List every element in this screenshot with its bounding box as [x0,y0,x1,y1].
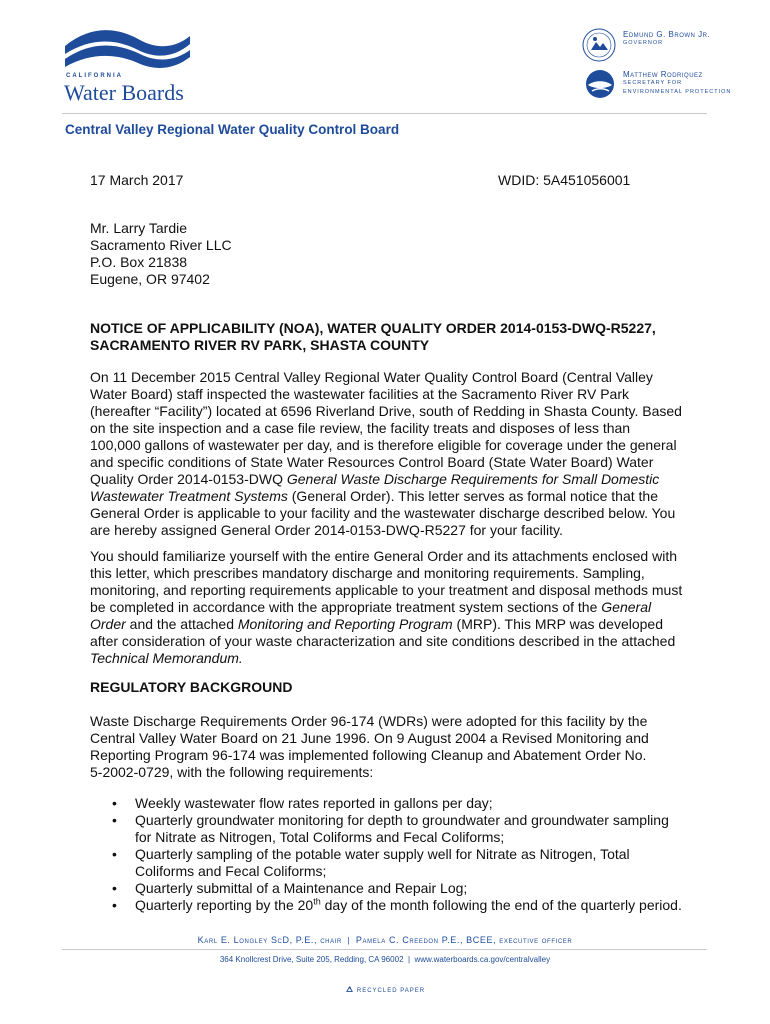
text-line [90,616,685,633]
list-item [90,897,690,914]
executive-officer-name: Pamela C. Creedon P.E., BCEE, executive officer [355,935,573,945]
text-line: Reporting Program 96-174 was implemented following Cleanup and Abatement Order No. [90,747,647,763]
letter-date: 17 March 2017 [90,172,184,188]
footer-separator: | [347,936,351,945]
bullet-glyph: • [112,846,117,862]
text-run: (General Order). This letter serves as formal notice that the [287,488,658,504]
italic-run: Order [90,616,126,632]
text-line: 5-2002-0729, with the following requirements: [90,764,374,780]
text-run: (MRP). This MRP was developed [452,616,664,632]
text-line: Weekly wastewater flow rates reported in gallons per day; [135,795,493,811]
text-line: are hereby assigned General Order 2014-0153-DWQ-R5227 for your facility. [90,522,563,538]
water-boards-logo [60,26,200,106]
text-line: 100,000 gallons of wastewater per day, and is therefore eligible for coverage under the general [90,437,677,453]
calepa-icon [584,68,616,100]
text-line: Quarterly sampling of the potable water supply well for Nitrate as Nitrogen, Total [135,846,630,862]
text-line: Waste Discharge Requirements Order 96-174 (WDRs) were adopted for this facility by the [90,713,648,729]
footer-address: 364 Knollcrest Drive, Suite 205, Redding, CA 96002 | www.waterboards.ca.gov/centralvalley [219,955,551,964]
text-run: Quality Order 2014-0153-DWQ [90,471,287,487]
secretary-title-2: ENVIRONMENTAL PROTECTION [623,89,732,95]
text-line: Quarterly submittal of a Maintenance and Repair Log; [135,880,468,896]
address-line: Eugene, OR 97402 [90,271,210,287]
text-line: Technical Memorandum. [90,650,243,666]
requirements-list [90,795,690,914]
text-line: General Order is applicable to your facility and the wastewater discharge described below. You [90,505,676,521]
text-line: this letter, which prescribes mandatory discharge and monitoring requirements. Sampling, [90,565,645,581]
recycled-label: RECYCLED PAPER [356,988,426,995]
notice-subject [90,320,690,354]
bullet-glyph: • [112,880,117,896]
text-line: for Nitrate as Nitrogen, Total Coliforms and Fecal Coliforms; [135,829,505,845]
text-line [135,897,690,914]
text-line: Quarterly groundwater monitoring for depth to groundwater and groundwater sampling [135,812,669,828]
text-line: Coliforms and Fecal Coliforms; [135,863,327,879]
board-title: Central Valley Regional Water Quality Control Board [65,122,400,137]
text-line: You should familiarize yourself with the entire General Order and its attachments enclosed with [90,548,678,564]
bullet-glyph: • [112,897,117,913]
wdid-number: WDID: 5A451056001 [498,172,631,188]
secretary-block [623,70,731,97]
california-seal-icon [582,28,616,62]
notice-line: SACRAMENTO RIVER RV PARK, SHASTA COUNTY [90,337,430,353]
list-item [90,795,690,812]
recipient-address [90,220,232,288]
governor-block [623,30,710,48]
text-line: monitoring, and reporting requirements applicable to your treatment and disposal methods must [90,582,683,598]
text-line: On 11 December 2015 Central Valley Regional Water Quality Control Board (Central Valley [90,369,653,385]
text-line [90,471,685,488]
notice-line: NOTICE OF APPLICABILITY (NOA), WATER QUALITY ORDER 2014-0153-DWQ-R5227, [90,320,656,336]
order-title-italic: General Waste Discharge Requirements for Small Domestic [286,471,660,487]
text-run: and the attached [125,616,238,632]
text-line [90,488,685,505]
secretary-name: Matthew Rodriquez [623,70,703,79]
secretary-title-1: SECRETARY FOR [623,80,683,86]
bullet-glyph: • [112,812,117,828]
paragraph-2 [90,548,685,667]
italic-run: Monitoring and Reporting Program [237,616,453,632]
address-line: Sacramento River LLC [90,237,232,253]
paragraph-1 [90,369,685,539]
list-item [90,880,690,897]
text-line: and specific conditions of State Water Resources Control Board (State Water Board) Water [90,454,654,470]
text-line: on the site inspection and a case file review, the facility treats and disposes of less than [90,420,631,436]
recycled-paper-mark [0,986,770,995]
order-title-italic: Wastewater Treatment Systems [90,488,288,504]
paragraph-3 [90,713,685,781]
text-line: Central Valley Water Board on 21 June 1996. On 9 August 2004 a Revised Monitoring and [90,730,649,746]
governor-title: GOVERNOR [623,40,664,46]
address-line: Mr. Larry Tardie [90,220,187,236]
bullet-glyph: • [112,795,117,811]
logo-state-label: CALIFORNIA [66,73,123,79]
text-line: (hereafter “Facility”) located at 6596 Riverland Drive, south of Redding in Shasta County. Based [90,403,682,419]
italic-run: General [601,599,652,615]
footer-divider [62,949,707,950]
section-heading: REGULATORY BACKGROUND [90,679,293,695]
ordinal-suffix: th [313,896,321,907]
governor-name: Edmund G. Brown Jr. [623,30,711,39]
text-line: Water Board) staff inspected the wastewater facilities at the Sacramento River RV Park [90,386,629,402]
logo-wordmark: Water Boards [64,80,184,105]
text-run: be completed in accordance with the appropriate treatment system sections of the [90,599,602,615]
chair-name: Karl E. Longley ScD, P.E., chair [197,935,342,945]
list-item [90,812,690,846]
footer-officers [0,935,770,945]
text-run: Quarterly reporting by the 20 [135,897,314,913]
text-line [90,599,685,616]
text-run: day of the month following the end of the quarterly period. [320,897,682,913]
header-divider [62,113,707,114]
address-line: P.O. Box 21838 [90,254,188,270]
list-item [90,846,690,880]
recycle-icon [345,986,354,995]
water-boards-wave-logo-icon [60,26,200,74]
text-line: after consideration of your waste characterization and site conditions described in the attached [90,633,676,649]
